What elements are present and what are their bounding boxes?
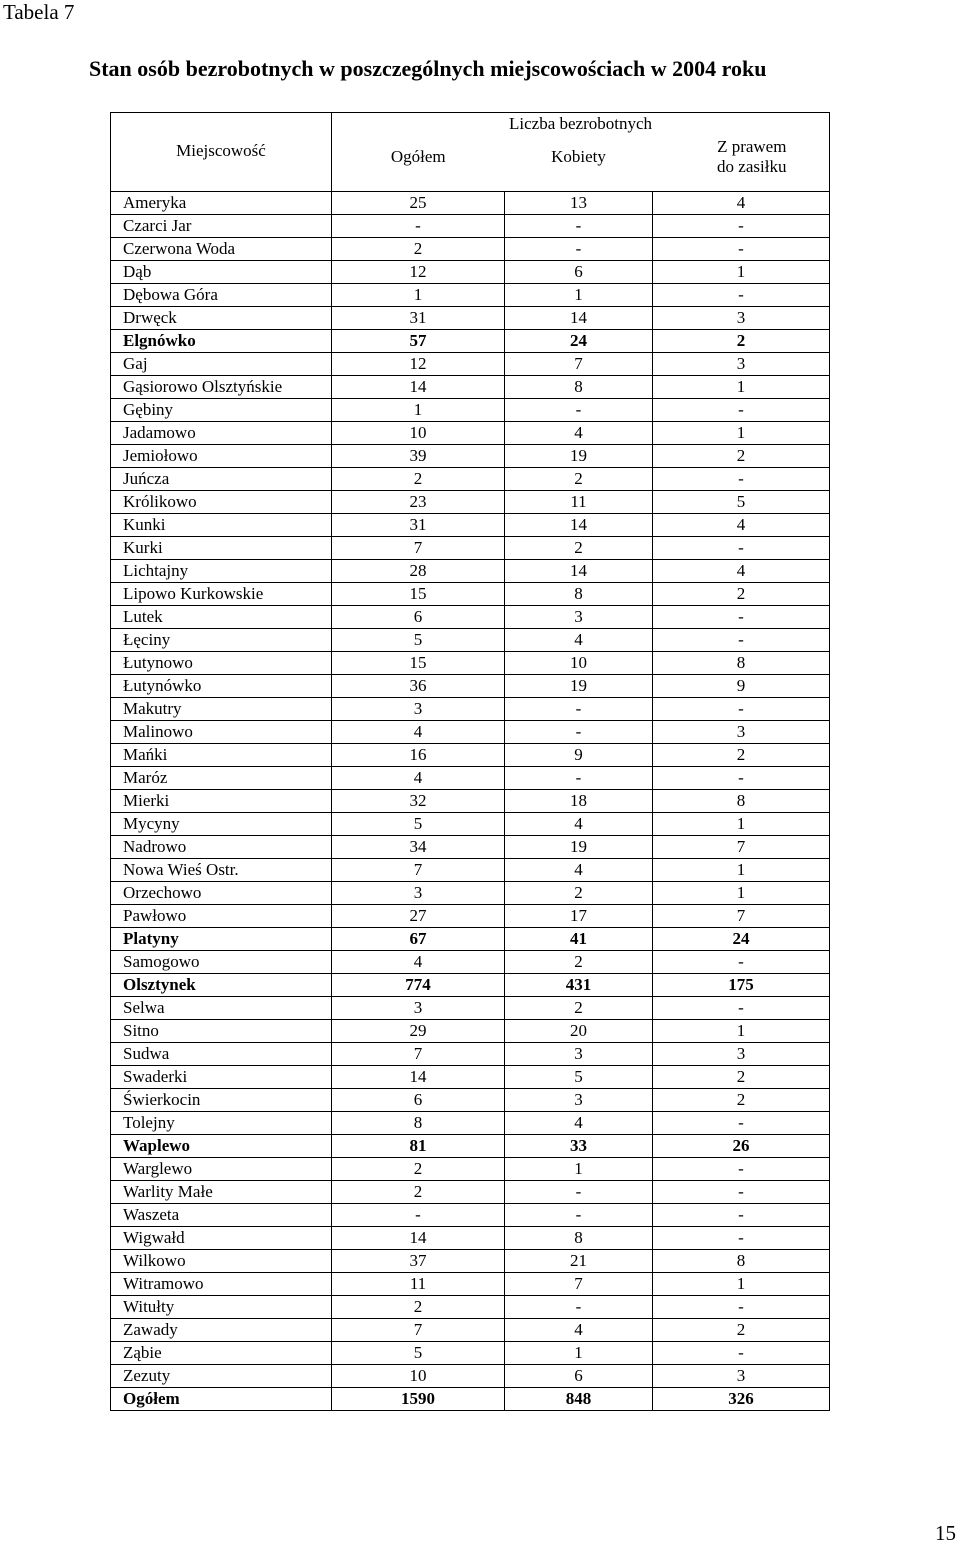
cell-kobiety: 6 — [505, 261, 653, 284]
cell-miejscowosc: Gąsiorowo Olsztyńskie — [111, 376, 332, 399]
cell-ogolem: 2 — [332, 1296, 505, 1319]
cell-miejscowosc: Gębiny — [111, 399, 332, 422]
table-row — [111, 215, 830, 238]
cell-ogolem: 34 — [332, 836, 505, 859]
cell-z-prawem-do-zasilku: 4 — [653, 192, 830, 215]
cell-z-prawem-do-zasilku: 1 — [653, 261, 830, 284]
cell-z-prawem-do-zasilku: 3 — [653, 307, 830, 330]
table-row — [111, 1342, 830, 1365]
cell-ogolem: 3 — [332, 997, 505, 1020]
cell-z-prawem-do-zasilku: 9 — [653, 675, 830, 698]
cell-ogolem: 1 — [332, 399, 505, 422]
cell-miejscowosc: Malinowo — [111, 721, 332, 744]
cell-miejscowosc: Czerwona Woda — [111, 238, 332, 261]
cell-ogolem: 27 — [332, 905, 505, 928]
table-row — [111, 192, 830, 215]
cell-miejscowosc: Olsztynek — [111, 974, 332, 997]
cell-kobiety: 18 — [505, 790, 653, 813]
cell-z-prawem-do-zasilku: 326 — [653, 1388, 830, 1411]
cell-z-prawem-do-zasilku: 1 — [653, 422, 830, 445]
cell-kobiety: 3 — [505, 1089, 653, 1112]
cell-kobiety: - — [505, 1204, 653, 1227]
cell-miejscowosc: Kunki — [111, 514, 332, 537]
table-row — [111, 951, 830, 974]
table-header — [111, 113, 830, 192]
unemployment-table — [110, 112, 830, 1411]
table-row — [111, 882, 830, 905]
cell-miejscowosc: Ameryka — [111, 192, 332, 215]
cell-z-prawem-do-zasilku: 2 — [653, 1319, 830, 1342]
table-row — [111, 537, 830, 560]
cell-kobiety: 2 — [505, 882, 653, 905]
table-row — [111, 974, 830, 997]
cell-z-prawem-do-zasilku: - — [653, 1296, 830, 1319]
cell-kobiety: 20 — [505, 1020, 653, 1043]
cell-miejscowosc: Tolejny — [111, 1112, 332, 1135]
cell-z-prawem-do-zasilku: 4 — [653, 514, 830, 537]
cell-miejscowosc: Nadrowo — [111, 836, 332, 859]
cell-z-prawem-do-zasilku: 2 — [653, 583, 830, 606]
cell-miejscowosc: Warglewo — [111, 1158, 332, 1181]
cell-kobiety: 1 — [505, 1158, 653, 1181]
cell-ogolem: 2 — [332, 1158, 505, 1181]
table-row — [111, 1250, 830, 1273]
cell-ogolem: 25 — [332, 192, 505, 215]
cell-miejscowosc: Wigwałd — [111, 1227, 332, 1250]
table-row — [111, 1158, 830, 1181]
column-header-z-prawem-do-zasilku — [653, 135, 830, 192]
cell-miejscowosc: Czarci Jar — [111, 215, 332, 238]
cell-ogolem: 774 — [332, 974, 505, 997]
cell-miejscowosc: Maróz — [111, 767, 332, 790]
cell-miejscowosc: Wilkowo — [111, 1250, 332, 1273]
column-header-miejscowosc: Miejscowość — [111, 113, 332, 192]
cell-ogolem: 3 — [332, 698, 505, 721]
cell-kobiety: 14 — [505, 560, 653, 583]
cell-kobiety: 14 — [505, 307, 653, 330]
column-header-kobiety: Kobiety — [505, 135, 653, 192]
cell-miejscowosc: Elgnówko — [111, 330, 332, 353]
cell-ogolem: 67 — [332, 928, 505, 951]
cell-miejscowosc: Drwęck — [111, 307, 332, 330]
cell-miejscowosc: Swaderki — [111, 1066, 332, 1089]
table-body — [111, 192, 830, 1411]
cell-ogolem: 16 — [332, 744, 505, 767]
cell-ogolem: 23 — [332, 491, 505, 514]
cell-z-prawem-do-zasilku: 3 — [653, 1043, 830, 1066]
cell-miejscowosc: Witramowo — [111, 1273, 332, 1296]
table-row — [111, 1365, 830, 1388]
cell-miejscowosc: Lipowo Kurkowskie — [111, 583, 332, 606]
cell-kobiety: 4 — [505, 1112, 653, 1135]
cell-ogolem: - — [332, 215, 505, 238]
table-row — [111, 491, 830, 514]
cell-z-prawem-do-zasilku: - — [653, 1112, 830, 1135]
cell-miejscowosc: Lutek — [111, 606, 332, 629]
cell-kobiety: 7 — [505, 1273, 653, 1296]
cell-miejscowosc: Mierki — [111, 790, 332, 813]
cell-kobiety: 1 — [505, 284, 653, 307]
cell-kobiety: 4 — [505, 629, 653, 652]
column-header-z-prawem-line1: Z prawem — [717, 137, 787, 156]
cell-miejscowosc: Świerkocin — [111, 1089, 332, 1112]
table-row — [111, 1043, 830, 1066]
cell-z-prawem-do-zasilku: 1 — [653, 882, 830, 905]
cell-miejscowosc: Jadamowo — [111, 422, 332, 445]
table-row — [111, 1066, 830, 1089]
cell-ogolem: 7 — [332, 1319, 505, 1342]
cell-kobiety: - — [505, 721, 653, 744]
cell-z-prawem-do-zasilku: 1 — [653, 1273, 830, 1296]
cell-miejscowosc: Sudwa — [111, 1043, 332, 1066]
table-row — [111, 790, 830, 813]
cell-miejscowosc: Łutynówko — [111, 675, 332, 698]
table-row — [111, 629, 830, 652]
cell-kobiety: 848 — [505, 1388, 653, 1411]
cell-z-prawem-do-zasilku: 1 — [653, 813, 830, 836]
cell-miejscowosc: Waszeta — [111, 1204, 332, 1227]
cell-ogolem: 28 — [332, 560, 505, 583]
cell-z-prawem-do-zasilku: 7 — [653, 905, 830, 928]
cell-z-prawem-do-zasilku: 4 — [653, 560, 830, 583]
cell-kobiety: - — [505, 399, 653, 422]
cell-z-prawem-do-zasilku: 24 — [653, 928, 830, 951]
cell-miejscowosc: Łęciny — [111, 629, 332, 652]
table-row — [111, 675, 830, 698]
cell-miejscowosc: Makutry — [111, 698, 332, 721]
cell-ogolem: - — [332, 1204, 505, 1227]
cell-z-prawem-do-zasilku: 2 — [653, 445, 830, 468]
cell-z-prawem-do-zasilku: - — [653, 1181, 830, 1204]
table-row — [111, 1204, 830, 1227]
cell-miejscowosc: Dąb — [111, 261, 332, 284]
cell-z-prawem-do-zasilku: - — [653, 215, 830, 238]
cell-z-prawem-do-zasilku: 8 — [653, 652, 830, 675]
cell-kobiety: 3 — [505, 606, 653, 629]
cell-kobiety: 8 — [505, 583, 653, 606]
cell-z-prawem-do-zasilku: 7 — [653, 836, 830, 859]
cell-kobiety: 24 — [505, 330, 653, 353]
cell-ogolem: 39 — [332, 445, 505, 468]
cell-ogolem: 1590 — [332, 1388, 505, 1411]
cell-ogolem: 5 — [332, 813, 505, 836]
cell-kobiety: 7 — [505, 353, 653, 376]
table-row — [111, 744, 830, 767]
cell-z-prawem-do-zasilku: 2 — [653, 330, 830, 353]
cell-kobiety: 4 — [505, 859, 653, 882]
table-row — [111, 1388, 830, 1411]
cell-miejscowosc: Kurki — [111, 537, 332, 560]
cell-miejscowosc: Nowa Wieś Ostr. — [111, 859, 332, 882]
column-header-z-prawem-line2: do zasiłku — [717, 157, 787, 176]
cell-z-prawem-do-zasilku: 175 — [653, 974, 830, 997]
table-row — [111, 238, 830, 261]
cell-ogolem: 6 — [332, 1089, 505, 1112]
cell-ogolem: 7 — [332, 859, 505, 882]
cell-miejscowosc: Warlity Małe — [111, 1181, 332, 1204]
table-row — [111, 1135, 830, 1158]
cell-miejscowosc: Juńcza — [111, 468, 332, 491]
cell-z-prawem-do-zasilku: - — [653, 399, 830, 422]
cell-miejscowosc: Ząbie — [111, 1342, 332, 1365]
cell-z-prawem-do-zasilku: 1 — [653, 859, 830, 882]
table-row — [111, 836, 830, 859]
table-row — [111, 468, 830, 491]
table-row — [111, 721, 830, 744]
cell-ogolem: 4 — [332, 721, 505, 744]
cell-z-prawem-do-zasilku: 5 — [653, 491, 830, 514]
cell-miejscowosc: Orzechowo — [111, 882, 332, 905]
cell-kobiety: 10 — [505, 652, 653, 675]
table-row — [111, 606, 830, 629]
table-row — [111, 652, 830, 675]
cell-ogolem: 29 — [332, 1020, 505, 1043]
cell-ogolem: 8 — [332, 1112, 505, 1135]
cell-z-prawem-do-zasilku: 8 — [653, 1250, 830, 1273]
cell-ogolem: 2 — [332, 468, 505, 491]
cell-ogolem: 7 — [332, 537, 505, 560]
cell-kobiety: 4 — [505, 422, 653, 445]
cell-miejscowosc: Platyny — [111, 928, 332, 951]
table-row — [111, 813, 830, 836]
cell-ogolem: 15 — [332, 583, 505, 606]
table-row — [111, 1273, 830, 1296]
cell-kobiety: 3 — [505, 1043, 653, 1066]
cell-ogolem: 12 — [332, 353, 505, 376]
cell-z-prawem-do-zasilku: - — [653, 606, 830, 629]
table-row — [111, 307, 830, 330]
cell-miejscowosc: Mańki — [111, 744, 332, 767]
table-row — [111, 330, 830, 353]
cell-miejscowosc: Łutynowo — [111, 652, 332, 675]
cell-kobiety: 19 — [505, 836, 653, 859]
cell-ogolem: 5 — [332, 629, 505, 652]
cell-miejscowosc: Selwa — [111, 997, 332, 1020]
cell-miejscowosc: Witułty — [111, 1296, 332, 1319]
cell-ogolem: 57 — [332, 330, 505, 353]
table-row — [111, 583, 830, 606]
cell-ogolem: 10 — [332, 422, 505, 445]
table-row — [111, 1089, 830, 1112]
table-row — [111, 928, 830, 951]
cell-z-prawem-do-zasilku: 8 — [653, 790, 830, 813]
cell-z-prawem-do-zasilku: - — [653, 1342, 830, 1365]
cell-ogolem: 6 — [332, 606, 505, 629]
cell-miejscowosc: Samogowo — [111, 951, 332, 974]
cell-z-prawem-do-zasilku: - — [653, 951, 830, 974]
cell-kobiety: 9 — [505, 744, 653, 767]
cell-z-prawem-do-zasilku: - — [653, 537, 830, 560]
cell-ogolem: 1 — [332, 284, 505, 307]
cell-kobiety: 2 — [505, 951, 653, 974]
table-row — [111, 767, 830, 790]
cell-z-prawem-do-zasilku: - — [653, 468, 830, 491]
cell-kobiety: 19 — [505, 675, 653, 698]
cell-ogolem: 32 — [332, 790, 505, 813]
cell-kobiety: - — [505, 698, 653, 721]
cell-miejscowosc: Królikowo — [111, 491, 332, 514]
cell-kobiety: 17 — [505, 905, 653, 928]
cell-z-prawem-do-zasilku: - — [653, 629, 830, 652]
cell-z-prawem-do-zasilku: - — [653, 997, 830, 1020]
cell-miejscowosc: Gaj — [111, 353, 332, 376]
cell-miejscowosc: Lichtajny — [111, 560, 332, 583]
cell-z-prawem-do-zasilku: 2 — [653, 1066, 830, 1089]
cell-kobiety: - — [505, 1296, 653, 1319]
table-row — [111, 905, 830, 928]
cell-z-prawem-do-zasilku: 26 — [653, 1135, 830, 1158]
cell-kobiety: 14 — [505, 514, 653, 537]
cell-kobiety: 431 — [505, 974, 653, 997]
cell-kobiety: - — [505, 238, 653, 261]
cell-z-prawem-do-zasilku: 3 — [653, 353, 830, 376]
table-row — [111, 376, 830, 399]
table-row — [111, 560, 830, 583]
cell-ogolem: 81 — [332, 1135, 505, 1158]
cell-kobiety: 33 — [505, 1135, 653, 1158]
cell-kobiety: 8 — [505, 376, 653, 399]
cell-z-prawem-do-zasilku: 1 — [653, 1020, 830, 1043]
table-row — [111, 399, 830, 422]
cell-z-prawem-do-zasilku: 2 — [653, 1089, 830, 1112]
cell-ogolem: 11 — [332, 1273, 505, 1296]
cell-kobiety: 4 — [505, 1319, 653, 1342]
cell-ogolem: 31 — [332, 307, 505, 330]
table-label: Tabela 7 — [3, 0, 75, 24]
table-row — [111, 284, 830, 307]
page-number: 15 — [935, 1521, 956, 1545]
cell-z-prawem-do-zasilku: 1 — [653, 376, 830, 399]
cell-ogolem: 3 — [332, 882, 505, 905]
cell-miejscowosc: Zezuty — [111, 1365, 332, 1388]
table-row — [111, 353, 830, 376]
cell-kobiety: 11 — [505, 491, 653, 514]
table-row — [111, 445, 830, 468]
cell-z-prawem-do-zasilku: - — [653, 767, 830, 790]
cell-miejscowosc: Ogółem — [111, 1388, 332, 1411]
cell-ogolem: 10 — [332, 1365, 505, 1388]
cell-z-prawem-do-zasilku: - — [653, 1158, 830, 1181]
cell-kobiety: 41 — [505, 928, 653, 951]
cell-kobiety: 19 — [505, 445, 653, 468]
cell-z-prawem-do-zasilku: - — [653, 698, 830, 721]
cell-miejscowosc: Mycyny — [111, 813, 332, 836]
cell-kobiety: 2 — [505, 997, 653, 1020]
cell-ogolem: 2 — [332, 1181, 505, 1204]
cell-kobiety: 2 — [505, 537, 653, 560]
cell-kobiety: 4 — [505, 813, 653, 836]
cell-z-prawem-do-zasilku: - — [653, 1227, 830, 1250]
cell-miejscowosc: Dębowa Góra — [111, 284, 332, 307]
table-row — [111, 698, 830, 721]
cell-miejscowosc: Pawłowo — [111, 905, 332, 928]
table-row — [111, 422, 830, 445]
cell-z-prawem-do-zasilku: - — [653, 1204, 830, 1227]
cell-kobiety: 6 — [505, 1365, 653, 1388]
cell-kobiety: 5 — [505, 1066, 653, 1089]
cell-z-prawem-do-zasilku: - — [653, 284, 830, 307]
table-row — [111, 1319, 830, 1342]
table-row — [111, 1227, 830, 1250]
cell-miejscowosc: Waplewo — [111, 1135, 332, 1158]
table-row — [111, 859, 830, 882]
table-row — [111, 514, 830, 537]
cell-ogolem: 5 — [332, 1342, 505, 1365]
cell-kobiety: - — [505, 767, 653, 790]
table-row — [111, 1181, 830, 1204]
table-row — [111, 261, 830, 284]
cell-kobiety: 21 — [505, 1250, 653, 1273]
cell-z-prawem-do-zasilku: - — [653, 238, 830, 261]
cell-kobiety: 8 — [505, 1227, 653, 1250]
column-group-header-liczba-bezrobotnych: Liczba bezrobotnych — [332, 113, 830, 136]
cell-kobiety: - — [505, 215, 653, 238]
cell-ogolem: 7 — [332, 1043, 505, 1066]
cell-z-prawem-do-zasilku: 2 — [653, 744, 830, 767]
cell-ogolem: 37 — [332, 1250, 505, 1273]
cell-ogolem: 14 — [332, 1066, 505, 1089]
cell-ogolem: 36 — [332, 675, 505, 698]
cell-z-prawem-do-zasilku: 3 — [653, 721, 830, 744]
cell-kobiety: 1 — [505, 1342, 653, 1365]
cell-miejscowosc: Sitno — [111, 1020, 332, 1043]
page-title: Stan osób bezrobotnych w poszczególnych miejscowościach w 2004 roku — [89, 56, 767, 81]
cell-kobiety: 13 — [505, 192, 653, 215]
table-row — [111, 1296, 830, 1319]
cell-ogolem: 31 — [332, 514, 505, 537]
cell-ogolem: 4 — [332, 767, 505, 790]
table-row — [111, 1112, 830, 1135]
table-row — [111, 1020, 830, 1043]
cell-ogolem: 2 — [332, 238, 505, 261]
table-row — [111, 997, 830, 1020]
cell-ogolem: 14 — [332, 1227, 505, 1250]
cell-z-prawem-do-zasilku: 3 — [653, 1365, 830, 1388]
cell-kobiety: 2 — [505, 468, 653, 491]
cell-kobiety: - — [505, 1181, 653, 1204]
cell-ogolem: 14 — [332, 376, 505, 399]
column-header-ogolem: Ogółem — [332, 135, 505, 192]
cell-miejscowosc: Jemiołowo — [111, 445, 332, 468]
cell-miejscowosc: Zawady — [111, 1319, 332, 1342]
cell-ogolem: 12 — [332, 261, 505, 284]
cell-ogolem: 4 — [332, 951, 505, 974]
cell-ogolem: 15 — [332, 652, 505, 675]
